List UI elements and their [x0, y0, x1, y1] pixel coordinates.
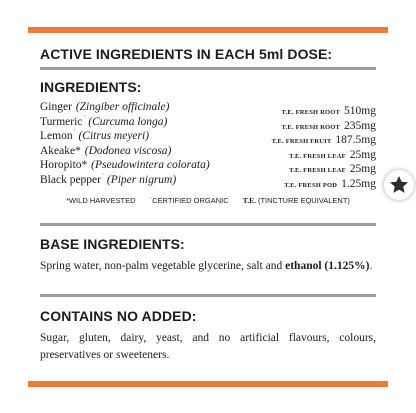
- ingredient-name: Turmeric: [40, 115, 83, 128]
- ingredient-name-group: [40, 116, 167, 128]
- ingredient-name-group: [40, 159, 210, 171]
- contains-no-added-text: Sugar, gluten, dairy, yeast, and no artificial flavours, colours, preservatives or sweeteners.: [40, 332, 376, 361]
- ingredient-dose: 25mg: [349, 163, 376, 176]
- ingredient-mark: `: [83, 115, 86, 122]
- star-icon: [388, 174, 410, 196]
- footnote-te-abbr: T.E.: [242, 196, 256, 205]
- ingredient-row: [40, 130, 376, 145]
- ingredient-basis: T.E. FRESH FRUIT: [271, 138, 332, 146]
- bottom-accent-rule: [28, 381, 388, 387]
- ingredient-dose: 235mg: [344, 119, 376, 132]
- ingredient-basis: T.E. FRESH LEAF: [289, 167, 346, 175]
- doses-heading: ACTIVE INGREDIENTS IN EACH 5ml DOSE:: [40, 46, 333, 62]
- base-ethanol: ethanol: [285, 260, 322, 272]
- ingredient-basis: T.E. FRESH POD: [284, 181, 338, 189]
- ingredient-name-group: [40, 174, 176, 186]
- ingredient-latin-name: (Pseudowintera colorata): [91, 159, 210, 172]
- doses-divider: [40, 67, 376, 70]
- ingredient-dose: 187.5mg: [335, 134, 376, 147]
- ingredient-basis: T.E. FRESH ROOT: [281, 109, 341, 116]
- ingredients-list: [40, 101, 376, 189]
- ingredient-name-group: [40, 130, 149, 142]
- footnote-wild-harvested: *WILD HARVESTED: [66, 196, 136, 205]
- base-ethanol-percent: (1.125%): [324, 260, 370, 272]
- ingredient-name: Horopito*: [40, 159, 88, 172]
- ingredient-latin-name: (Zingiber officinale): [75, 101, 170, 113]
- ingredient-mark: `: [73, 130, 76, 137]
- ingredient-latin-name: (Piper nigrum): [106, 173, 177, 186]
- ingredient-name: Black pepper: [40, 173, 101, 186]
- footnotes: [0, 196, 416, 205]
- ingredients-heading: INGREDIENTS:: [40, 79, 142, 95]
- ingredient-name: Ginger: [40, 101, 72, 113]
- ingredient-latin-name: (Curcuma longa): [88, 115, 168, 128]
- ingredient-dose-group: [284, 174, 376, 192]
- ingredient-basis: T.E. FRESH LEAF: [289, 152, 346, 160]
- base-divider: [40, 294, 376, 297]
- base-ingredients-heading: BASE INGREDIENTS:: [40, 236, 185, 252]
- footnote-certified-organic: `CERTIFIED ORGANIC: [149, 196, 229, 205]
- ingredient-mark: `: [102, 173, 104, 180]
- ingredient-dose: 1.25mg: [341, 177, 376, 190]
- ingredient-name-group: [40, 145, 171, 157]
- base-text: Spring water, non-palm vegetable glycerine, salt and: [40, 260, 283, 272]
- ingredient-row: [40, 159, 376, 174]
- favorite-star-button[interactable]: [384, 170, 414, 200]
- ingredient-row: [40, 174, 376, 189]
- ingredient-row: [40, 116, 376, 131]
- ingredient-row: [40, 101, 376, 116]
- base-ingredients-text: [40, 258, 376, 275]
- base-end: .: [369, 260, 373, 272]
- footnote-te-label: (TINCTURE EQUIVALENT): [257, 196, 350, 205]
- contains-no-added-heading: CONTAINS NO ADDED:: [40, 308, 197, 324]
- ingredient-latin-name: (Citrus meyeri): [78, 130, 150, 143]
- ingredient-name-group: [40, 101, 169, 113]
- ingredient-dose: 25mg: [349, 148, 376, 161]
- footnote-divider: [40, 223, 376, 226]
- ingredient-name: Akeake*: [40, 144, 81, 157]
- ingredient-basis: T.E. FRESH ROOT: [281, 123, 341, 131]
- ingredient-dose: 510mg: [344, 105, 376, 117]
- top-accent-rule: [28, 27, 388, 33]
- ingredient-name: Lemon: [40, 130, 73, 143]
- ingredient-latin-name: (Dodonea viscosa): [84, 144, 172, 157]
- ingredient-row: [40, 145, 376, 160]
